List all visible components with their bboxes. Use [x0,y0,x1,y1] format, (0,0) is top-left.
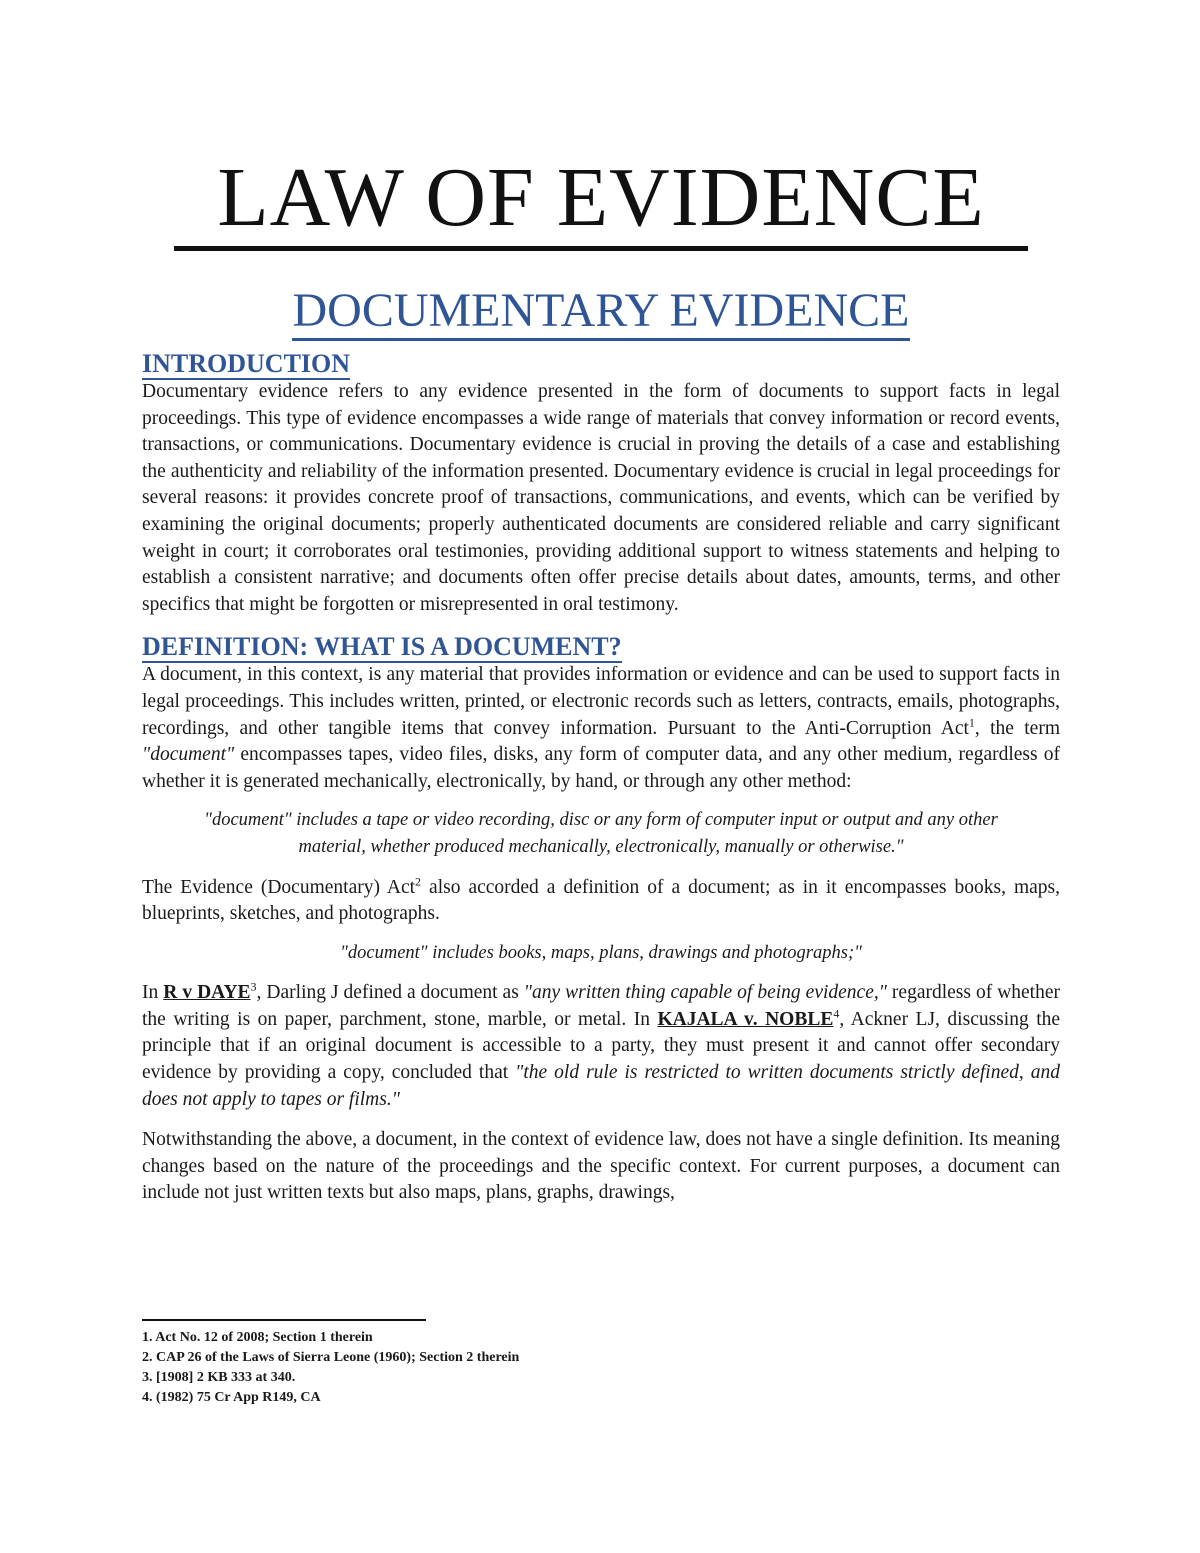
footnote-4: 4. (1982) 75 Cr App R149, CA [142,1390,321,1405]
subtitle-text: DOCUMENTARY EVIDENCE [292,284,909,341]
introduction-heading: INTRODUCTION [142,349,351,378]
definition-paragraph-4: Notwithstanding the above, a document, in the context of evidence law, does not have a single definition. Its meaning changes based on the nature of the proceedings and the specific context. For current purposes, a document can include not just written texts but also maps, plans, graphs, drawings, [142,1129,1060,1204]
definition-paragraph-2: The Evidence (Documentary) Act$^2$ also accorded a definition of a document; as in it encompasses books, maps, blueprints, sketches, and photographs. [142,874,1060,925]
definition-paragraph-1: A document, in this context, is any material that provides information or evidence and can be used to support facts in legal proceedings. This includes written, printed, or electronic records such as letters, contracts, emails, photographs, recordings, and other tangible items that convey information. Pursuant to the Anti-Corruption Act$^1$, the term "document" encompasses tapes, video files, disks, any form of computer data, and any other medium, regardless of whether it is generated mechanically, electronically, by hand, or through any other method: [142,664,1060,792]
document-title: LAW OF EVIDENCE [217,151,985,244]
footnote-ref-4: 4 [833,1006,840,1021]
footnote-ref-1: 1 [968,715,975,730]
quote-anti-corruption-act: "document" includes a tape or video recording, disc or any form of computer input or output and any other material, whether produced mechanically, electronically, manually or otherwise." [204,810,998,857]
footnotes [142,1328,519,1408]
quote-evidence-act: "document" includes books, maps, plans, drawings and photographs;" [340,942,862,963]
case-r-v-daye: R v DAYE [163,982,251,1004]
footnote-ref-2: 2 [415,874,422,888]
footnote-1: 1. Act No. 12 of 2008; Section 1 therein [142,1330,373,1345]
footnote-3: 3. [1908] 2 KB 333 at 340. [142,1370,296,1385]
document-subtitle [142,283,1060,339]
footnote-2: 2. CAP 26 of the Laws of Sierra Leone (1960); Section 2 therein [142,1350,520,1365]
case-kajala-v-noble: KAJALA v. NOBLE [657,1008,834,1030]
definition-heading: DEFINITION: WHAT IS A DOCUMENT? [142,632,622,662]
document-page [142,150,1060,1207]
footnote-separator [142,1319,426,1321]
footnote-ref-3: 3 [250,979,257,994]
title-underline [174,246,1028,251]
introduction-paragraph: Documentary evidence refers to any evidence presented in the form of documents to support facts in legal proceedings. This type of evidence encompasses a wide range of materials that convey information or record events, transactions, or communications. Documentary evidence is crucial in proving the details of a case and establishing the authenticity and reliability of the information presented. Documentary evidence is crucial in legal proceedings for several reasons: it provides concrete proof of transactions, communications, and events, which can be verified by examining the original documents; properly authenticated documents are considered reliable and carry significant weight in court; it corroborates oral testimonies, providing additional support to witness statements and helping to establish a consistent narrative; and documents often offer precise details about dates, amounts, terms, and other specifics that might be forgotten or misrepresented in oral testimony. [142,381,1060,615]
definition-paragraph-3: In R v DAYE$^3$, Darling J defined a document as "any written thing capable of being evidence," regardless of whether the writing is on paper, parchment, stone, marble, or metal. In KAJALA v. NOBLE$^4$, Ackner LJ, discussing the principle that if an original document is accessible to a party, they must present it and cannot offer secondary evidence by providing a copy, concluded that "the old rule is restricted to written documents strictly defined, and does not apply to tapes or films." [142,979,1061,1110]
